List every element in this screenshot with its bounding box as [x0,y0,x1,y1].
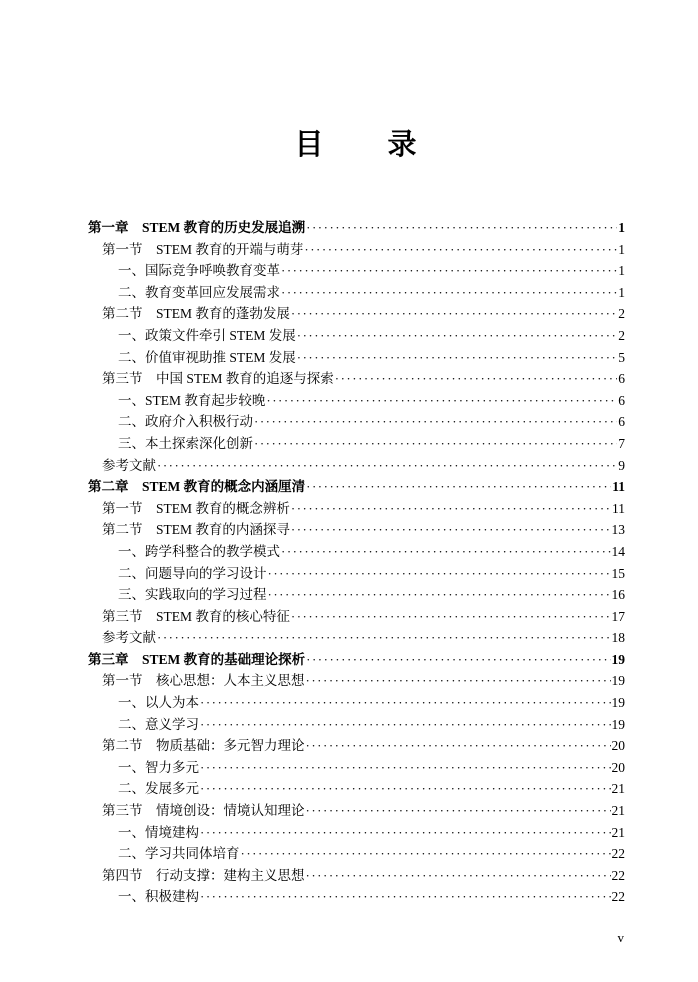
toc-leader-dots [200,822,611,844]
toc-leader-dots [306,476,611,498]
toc-entry [88,692,625,714]
page-number: v [617,930,624,945]
toc-leader-dots [297,325,617,347]
page-title: 目 录 [294,129,419,161]
toc-entry-page: 22 [611,846,625,862]
toc-entry-page: 5 [618,349,625,365]
toc-entry [88,303,625,325]
toc-entry-label: 二、教育变革回应发展需求 [118,284,280,300]
toc-entry-label: 第二节 物质基础：多元智力理论 [102,738,305,754]
toc-entry [88,800,625,822]
toc-entry-page: 2 [618,306,625,322]
toc-leader-dots [306,670,611,692]
toc-entry-page: 17 [611,608,625,624]
toc-entry [88,433,625,455]
toc-entry-page: 19 [611,716,625,732]
toc-leader-dots [200,778,611,800]
toc-entry [88,347,625,369]
toc-leader-dots [157,455,617,477]
toc-entry-label: 二、学习共同体培育 [118,846,240,862]
toc-entry-page: 22 [611,889,625,905]
toc-leader-dots [306,865,611,887]
toc-leader-dots [200,886,611,908]
toc-entry-page: 6 [618,371,625,387]
toc-entry [88,649,625,671]
toc-entry-page: 22 [611,867,625,883]
toc-leader-dots [200,692,611,714]
toc-entry-label: 二、发展多元 [118,781,199,797]
toc-entry-page: 2 [618,327,625,343]
toc-leader-dots [281,541,611,563]
toc-entry-label: 第一节 核心思想：人本主义思想 [102,673,305,689]
toc-entry-label: 二、价值审视助推 STEM 发展 [118,349,296,365]
toc-entry-page: 20 [611,759,625,775]
toc-leader-dots [291,498,611,520]
toc-entry-page: 15 [611,565,625,581]
toc-entry-page: 21 [611,781,625,797]
toc-leader-dots [157,627,611,649]
toc-leader-dots [291,303,617,325]
toc-entry [88,260,625,282]
toc-entry-page: 13 [611,522,625,538]
toc-list [88,217,625,908]
toc-entry [88,411,625,433]
toc-entry [88,670,625,692]
toc-entry-label: 一、STEM 教育起步较晚 [118,392,266,408]
toc-leader-dots [266,390,617,412]
toc-entry-label: 第三节 情境创设：情境认知理论 [102,803,305,819]
toc-entry [88,390,625,412]
toc-entry-page: 1 [618,263,625,279]
toc-leader-dots [268,563,611,585]
toc-entry [88,627,625,649]
toc-entry-label: 一、智力多元 [118,759,199,775]
toc-entry [88,606,625,628]
toc-entry-label: 一、以人为本 [118,695,199,711]
toc-leader-dots [281,260,617,282]
toc-entry [88,865,625,887]
toc-leader-dots [254,433,617,455]
toc-entry-page: 9 [618,457,625,473]
toc-entry-label: 一、国际竞争呼唤教育变革 [118,263,280,279]
toc-leader-dots [291,606,611,628]
toc-entry-page: 21 [611,824,625,840]
toc-entry [88,217,625,239]
toc-entry-page: 11 [612,500,625,516]
toc-leader-dots [200,714,611,736]
toc-leader-dots [254,411,617,433]
toc-entry-page: 18 [611,630,625,646]
toc-entry-label: 第三章 STEM 教育的基础理论探析 [88,651,306,667]
toc-leader-dots [200,757,611,779]
toc-entry-page: 14 [611,543,625,559]
toc-entry-label: 第四节 行动支撑：建构主义思想 [102,867,305,883]
toc-entry-label: 一、情境建构 [118,824,199,840]
toc-entry [88,239,625,261]
toc-entry-label: 第二节 STEM 教育的内涵探寻 [102,522,290,538]
toc-entry-page: 20 [611,738,625,754]
toc-entry-label: 第二章 STEM 教育的概念内涵厘清 [88,479,306,495]
toc-entry-label: 一、政策文件牵引 STEM 发展 [118,327,296,343]
toc-entry [88,368,625,390]
toc-entry [88,778,625,800]
toc-entry-label: 第二节 STEM 教育的蓬勃发展 [102,306,290,322]
toc-entry-label: 参考文献 [102,457,156,473]
toc-entry-page: 1 [618,241,625,257]
toc-entry-page: 1 [618,220,625,235]
toc-entry-page: 19 [611,651,625,667]
toc-entry-label: 二、问题导向的学习设计 [118,565,267,581]
toc-entry [88,563,625,585]
toc-leader-dots [268,584,611,606]
toc-entry-label: 第一节 STEM 教育的开端与萌芽 [102,241,304,257]
toc-entry-page: 6 [618,392,625,408]
toc-entry-label: 二、政府介入积极行动 [118,414,253,430]
toc-entry-page: 11 [612,479,625,495]
toc-entry [88,455,625,477]
toc-leader-dots [304,239,617,261]
toc-leader-dots [306,735,611,757]
toc-entry-label: 二、意义学习 [118,716,199,732]
toc-entry-label: 三、实践取向的学习过程 [118,587,267,603]
toc-entry-page: 21 [611,803,625,819]
toc-entry [88,519,625,541]
toc-entry-label: 第三节 中国 STEM 教育的追逐与探索 [102,371,334,387]
toc-leader-dots [291,519,611,541]
toc-entry [88,476,625,498]
toc-entry [88,325,625,347]
toc-entry [88,498,625,520]
toc-entry-label: 三、本土探索深化创新 [118,435,253,451]
toc-entry [88,541,625,563]
toc-leader-dots [306,649,610,671]
toc-entry [88,822,625,844]
toc-entry [88,282,625,304]
toc-entry-page: 19 [611,695,625,711]
toc-entry [88,735,625,757]
toc-leader-dots [335,368,617,390]
toc-entry-page: 19 [611,673,625,689]
toc-entry-page: 6 [618,414,625,430]
toc-leader-dots [281,282,617,304]
toc-entry-label: 第一节 STEM 教育的概念辨析 [102,500,290,516]
toc-entry-label: 参考文献 [102,630,156,646]
toc-entry-label: 第一章 STEM 教育的历史发展追溯 [88,220,306,235]
toc-entry-label: 一、跨学科整合的教学模式 [118,543,280,559]
toc-leader-dots [241,843,611,865]
toc-entry [88,584,625,606]
toc-entry [88,886,625,908]
toc-leader-dots [306,217,617,239]
toc-entry-page: 16 [611,587,625,603]
toc-entry-label: 第三节 STEM 教育的核心特征 [102,608,290,624]
toc-entry [88,843,625,865]
toc-entry-label: 一、积极建构 [118,889,199,905]
toc-entry-page: 7 [618,435,625,451]
toc-entry-page: 1 [618,284,625,300]
toc-entry [88,714,625,736]
toc-entry [88,757,625,779]
toc-leader-dots [297,347,617,369]
toc-leader-dots [306,800,611,822]
